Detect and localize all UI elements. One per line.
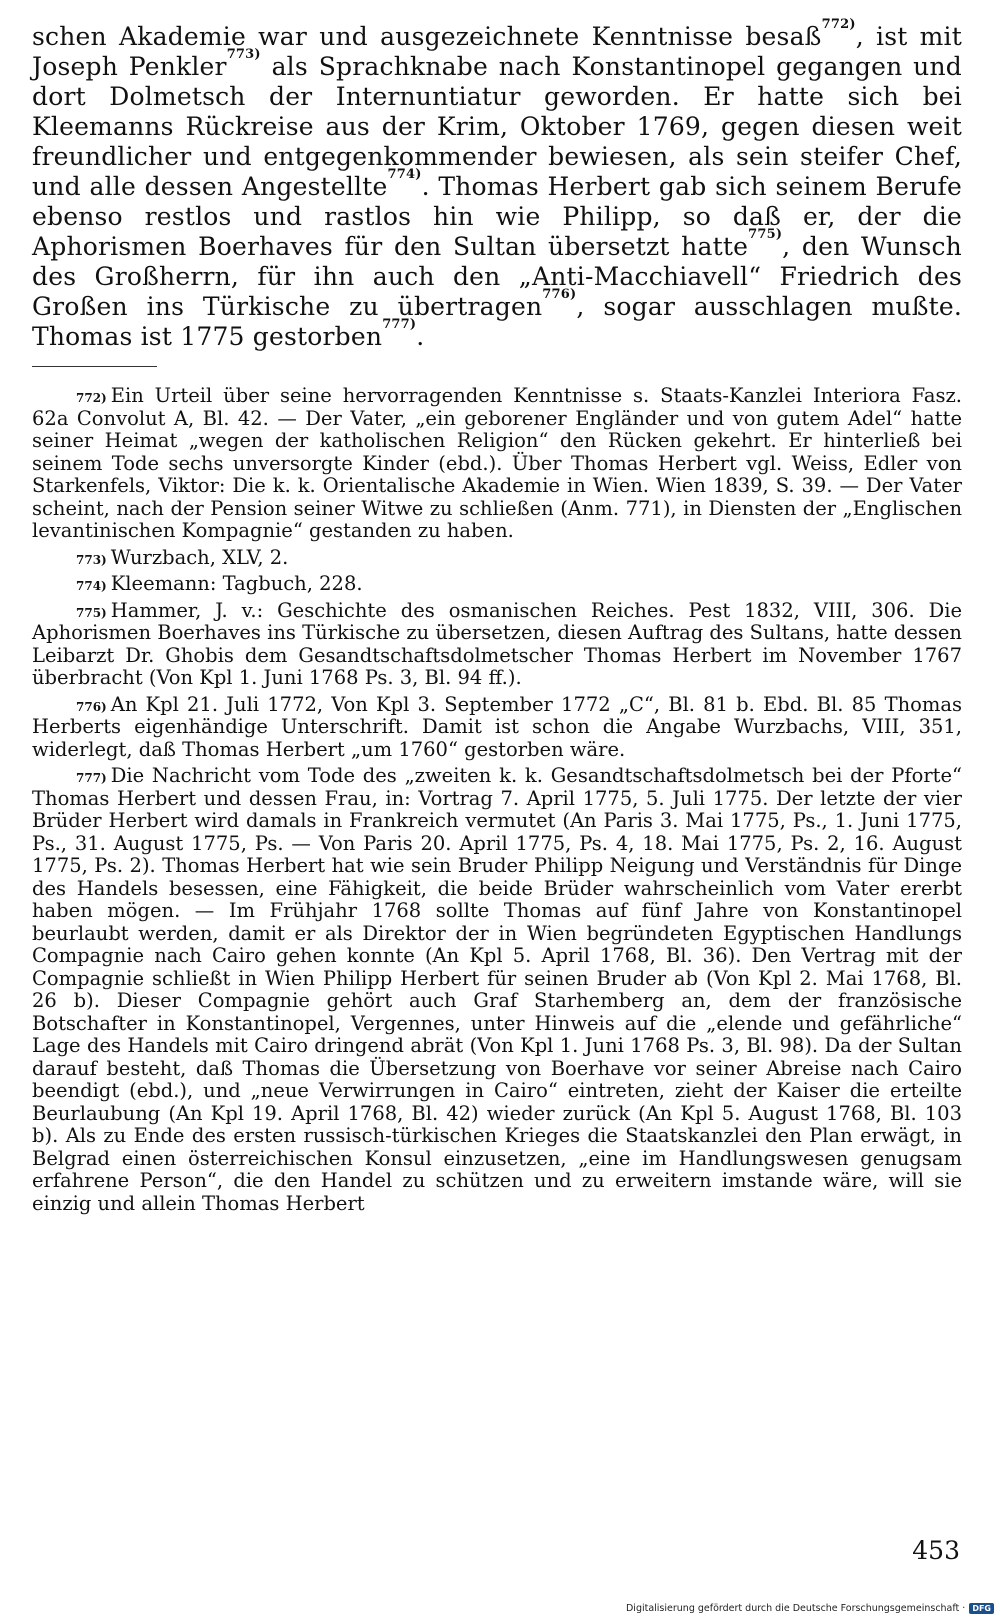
page: [32, 17, 962, 1219]
footnote-divider: [32, 366, 157, 367]
digitization-footer: [626, 1603, 994, 1614]
footnote-ref-776[interactable]: 776): [542, 287, 577, 302]
footer-text: Digitalisierung gefördert durch die Deutsche Forschungsgemeinschaft ·: [625, 1603, 966, 1614]
footnote-775: $^{775)}$ Hammer, J. v.: Geschichte des osmanischen Reiches. Pest 1832, VIII, 306. Die Aphorismen Boerhaves ins Türkische zu übersetzen, diesen Auftrag des Sultans, hatte dessen Leibarzt Dr. Ghobis dem Gesandtschaftsdolmetscher Thomas Herbert im November 1767 überbracht (Von Kpl 1. Juni 1768 Ps. 3, Bl. 94 ff.).: [32, 598, 962, 689]
main-text: [32, 17, 962, 352]
dfg-logo-icon: DFG: [969, 1603, 994, 1614]
footnote-772: $^{772)}$ Ein Urteil über seine hervorragenden Kenntnisse s. Staats-Kanzlei Interiora Fasz. 62a Convolut A, Bl. 42. — Der Vater, „ein geborener Engländer und von gutem Adel“ hatte seiner Heimat „wegen der katholischen Religion“ den Rücken gekehrt. Er hinterließ bei seinem Tode sechs unversorgte Kinder (ebd.). Über Thomas Herbert vgl. Weiss, Edler von Starkenfels, Viktor: Die k. k. Orientalische Akademie in Wien. Wien 1839, S. 39. — Der Vater scheint, nach der Pension seiner Witwe zu schließen (Anm. 771), in Diensten der „Englischen levantinischen Kompagnie“ gestanden zu haben.: [32, 384, 962, 542]
footnote-ref-773[interactable]: 773): [226, 47, 261, 62]
footnote-774: $^{774)}$ Kleemann: Tagbuch, 228.: [76, 572, 363, 595]
footnote-ref-774[interactable]: 774): [387, 167, 422, 182]
footnote-ref-772[interactable]: 772): [821, 17, 856, 32]
footnote-773: $^{773)}$ Wurzbach, XLV, 2.: [76, 545, 289, 569]
footnote-ref-775[interactable]: 775): [748, 227, 783, 242]
footnote-777: $^{777)}$ Die Nachricht vom Tode des „zweiten k. k. Gesandtschaftsdolmetsch bei der Pforte“ Thomas Herbert und dessen Frau, in: Vortrag 7. April 1775, 5. Juli 1775. Der letzte der vier Brüder Herbert wird damals in Frankreich vermutet (An Paris 3. Mai 1775, Ps., 1. Juni 1775, Ps., 31. August 1775, Ps. — Von Paris 20. April 1775, Ps. 4, 18. Mai 1775, Ps. 2, 16. August 1775, Ps. 2). Thomas Herbert hat wie sein Bruder Philipp Neigung und Verständnis für Dinge des Handels besessen, eine Fähigkeit, die beide Brüder wahrscheinlich vom Vater ererbt haben mögen. — Im Frühjahr 1768 sollte Thomas auf fünf Jahre von Konstantinopel beurlaubt werden, damit er als Direktor der in Wien begründeten Egyptischen Handlungs Compagnie nach Cairo gehen konnte (An Kpl 5. April 1768, Bl. 36). Den Vertrag mit der Compagnie schließt in Wien Philipp Herbert für seinen Bruder ab (Von Kpl 2. Mai 1768, Bl. 26 b). Dieser Compagnie gehört auch Graf Starhemberg an, dem der französische Botschafter in Konstantinopel, Vergennes, unter Hinweis auf die „elende und gefährliche“ Lage des Handels mit Cairo dringend abrät (Von Kpl 1. Juni 1768 Ps. 3, Bl. 98). Da der Sultan darauf besteht, daß Thomas die Übersetzung von Boerhave vor seiner Abreise nach Cairo beendigt (ebd.), und „neue Verwirrungen in Cairo“ eintreten, zieht der Kaiser die erteilte Beurlaubung (An Kpl 19. April 1768, Bl. 42) wieder zurück (An Kpl 5. August 1768, Bl. 103 b). Als zu Ende des ersten russisch-türkischen Krieges die Staatskanzlei den Plan erwägt, in Belgrad einen österreichischen Konsul einzusetzen, „eine im Handlungswesen genugsam erfahrene Person“, die den Handel zu schützen und zu erweitern imstande wäre, will sie einzig und allein Thomas Herbert: [32, 764, 962, 1215]
main-paragraph: schen Akademie war und ausgezeichnete Kenntnisse besaß$^{772)}$, ist mit Joseph Penkler$^{773)}$ als Sprachknabe nach Konstantinopel gegangen und dort Dolmetsch der Internuntiatur geworden. Er hatte sich bei Kleemanns Rückreise aus der Krim, Oktober 1769, gegen diesen weit freundlicher und entgegenkommender bewiesen, als sein steifer Chef, und alle dessen Angestellte$^{774)}$. Thomas Herbert gab sich seinem Berufe ebenso restlos und rastlos hin wie Philipp, so daß er, der die Aphorismen Boerhaves für den Sultan übersetzt hatte$^{775)}$, den Wunsch des Großherrn, für ihn auch den „Anti-Macchiavell“ Friedrich des Großen ins Türkische zu übertragen$^{776)}$, sogar ausschlagen mußte. Thomas ist 1775 gestorben$^{777)}$.: [32, 17, 962, 351]
page-number: 453: [912, 1536, 960, 1565]
footnote-776: $^{776)}$ An Kpl 21. Juli 1772, Von Kpl 3. September 1772 „C“, Bl. 81 b. Ebd. Bl. 85 Thomas Herberts eigenhändige Unterschrift. Damit ist schon die Angabe Wurzbachs, VIII, 351, widerlegt, daß Thomas Herbert „um 1760“ gestorben wäre.: [32, 692, 962, 761]
footnotes: [32, 385, 962, 1215]
footnote-ref-777[interactable]: 777): [382, 317, 417, 332]
